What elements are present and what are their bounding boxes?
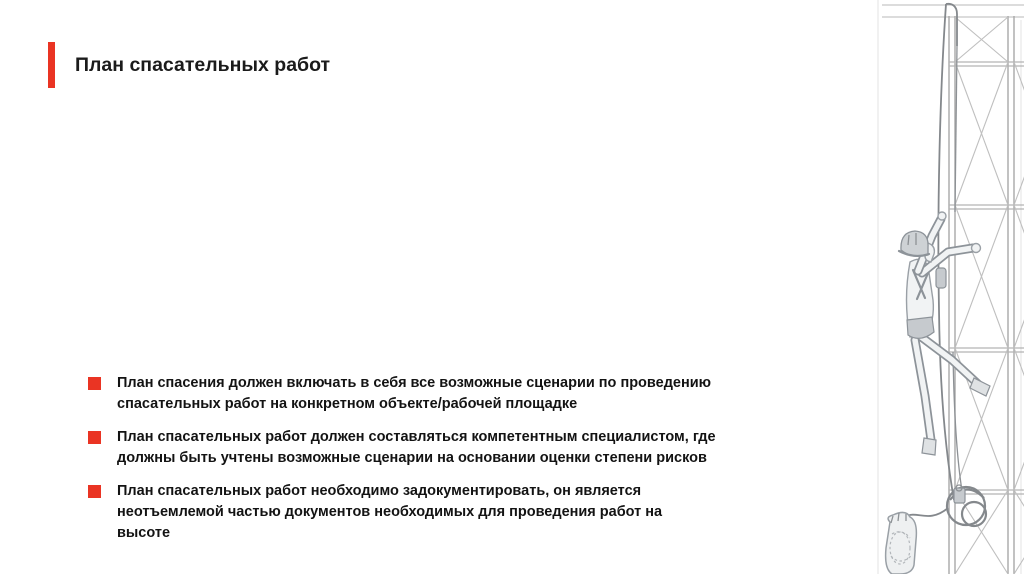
bullet-list [88,373,728,556]
bullet-text: План спасательных работ должен составляться компетентным специалистом, где должны быть учтены возможные сценарии на основании оценки степени рисков [117,429,716,466]
bullet-text: План спасательных работ необходимо задокументировать, он является неотъемлемой частью документов необходимых для проведения работ на высоте [117,483,663,541]
bullet-text: План спасения должен включать в себя все возможные сценарии по проведению спасательных работ на конкретном объекте/рабочей площадке [117,375,712,412]
bullet-item [88,427,728,469]
red-square-bullet-icon [88,485,101,498]
slide-header [0,0,860,110]
tower-climber-illustration [862,0,1024,574]
red-square-bullet-icon [88,377,101,390]
red-square-bullet-icon [88,431,101,444]
bullet-item [88,481,728,544]
title-accent-bar [48,42,55,88]
page-title: План спасательных работ [75,54,331,76]
bullet-item [88,373,728,415]
tower-climber-drawing [862,0,1024,574]
